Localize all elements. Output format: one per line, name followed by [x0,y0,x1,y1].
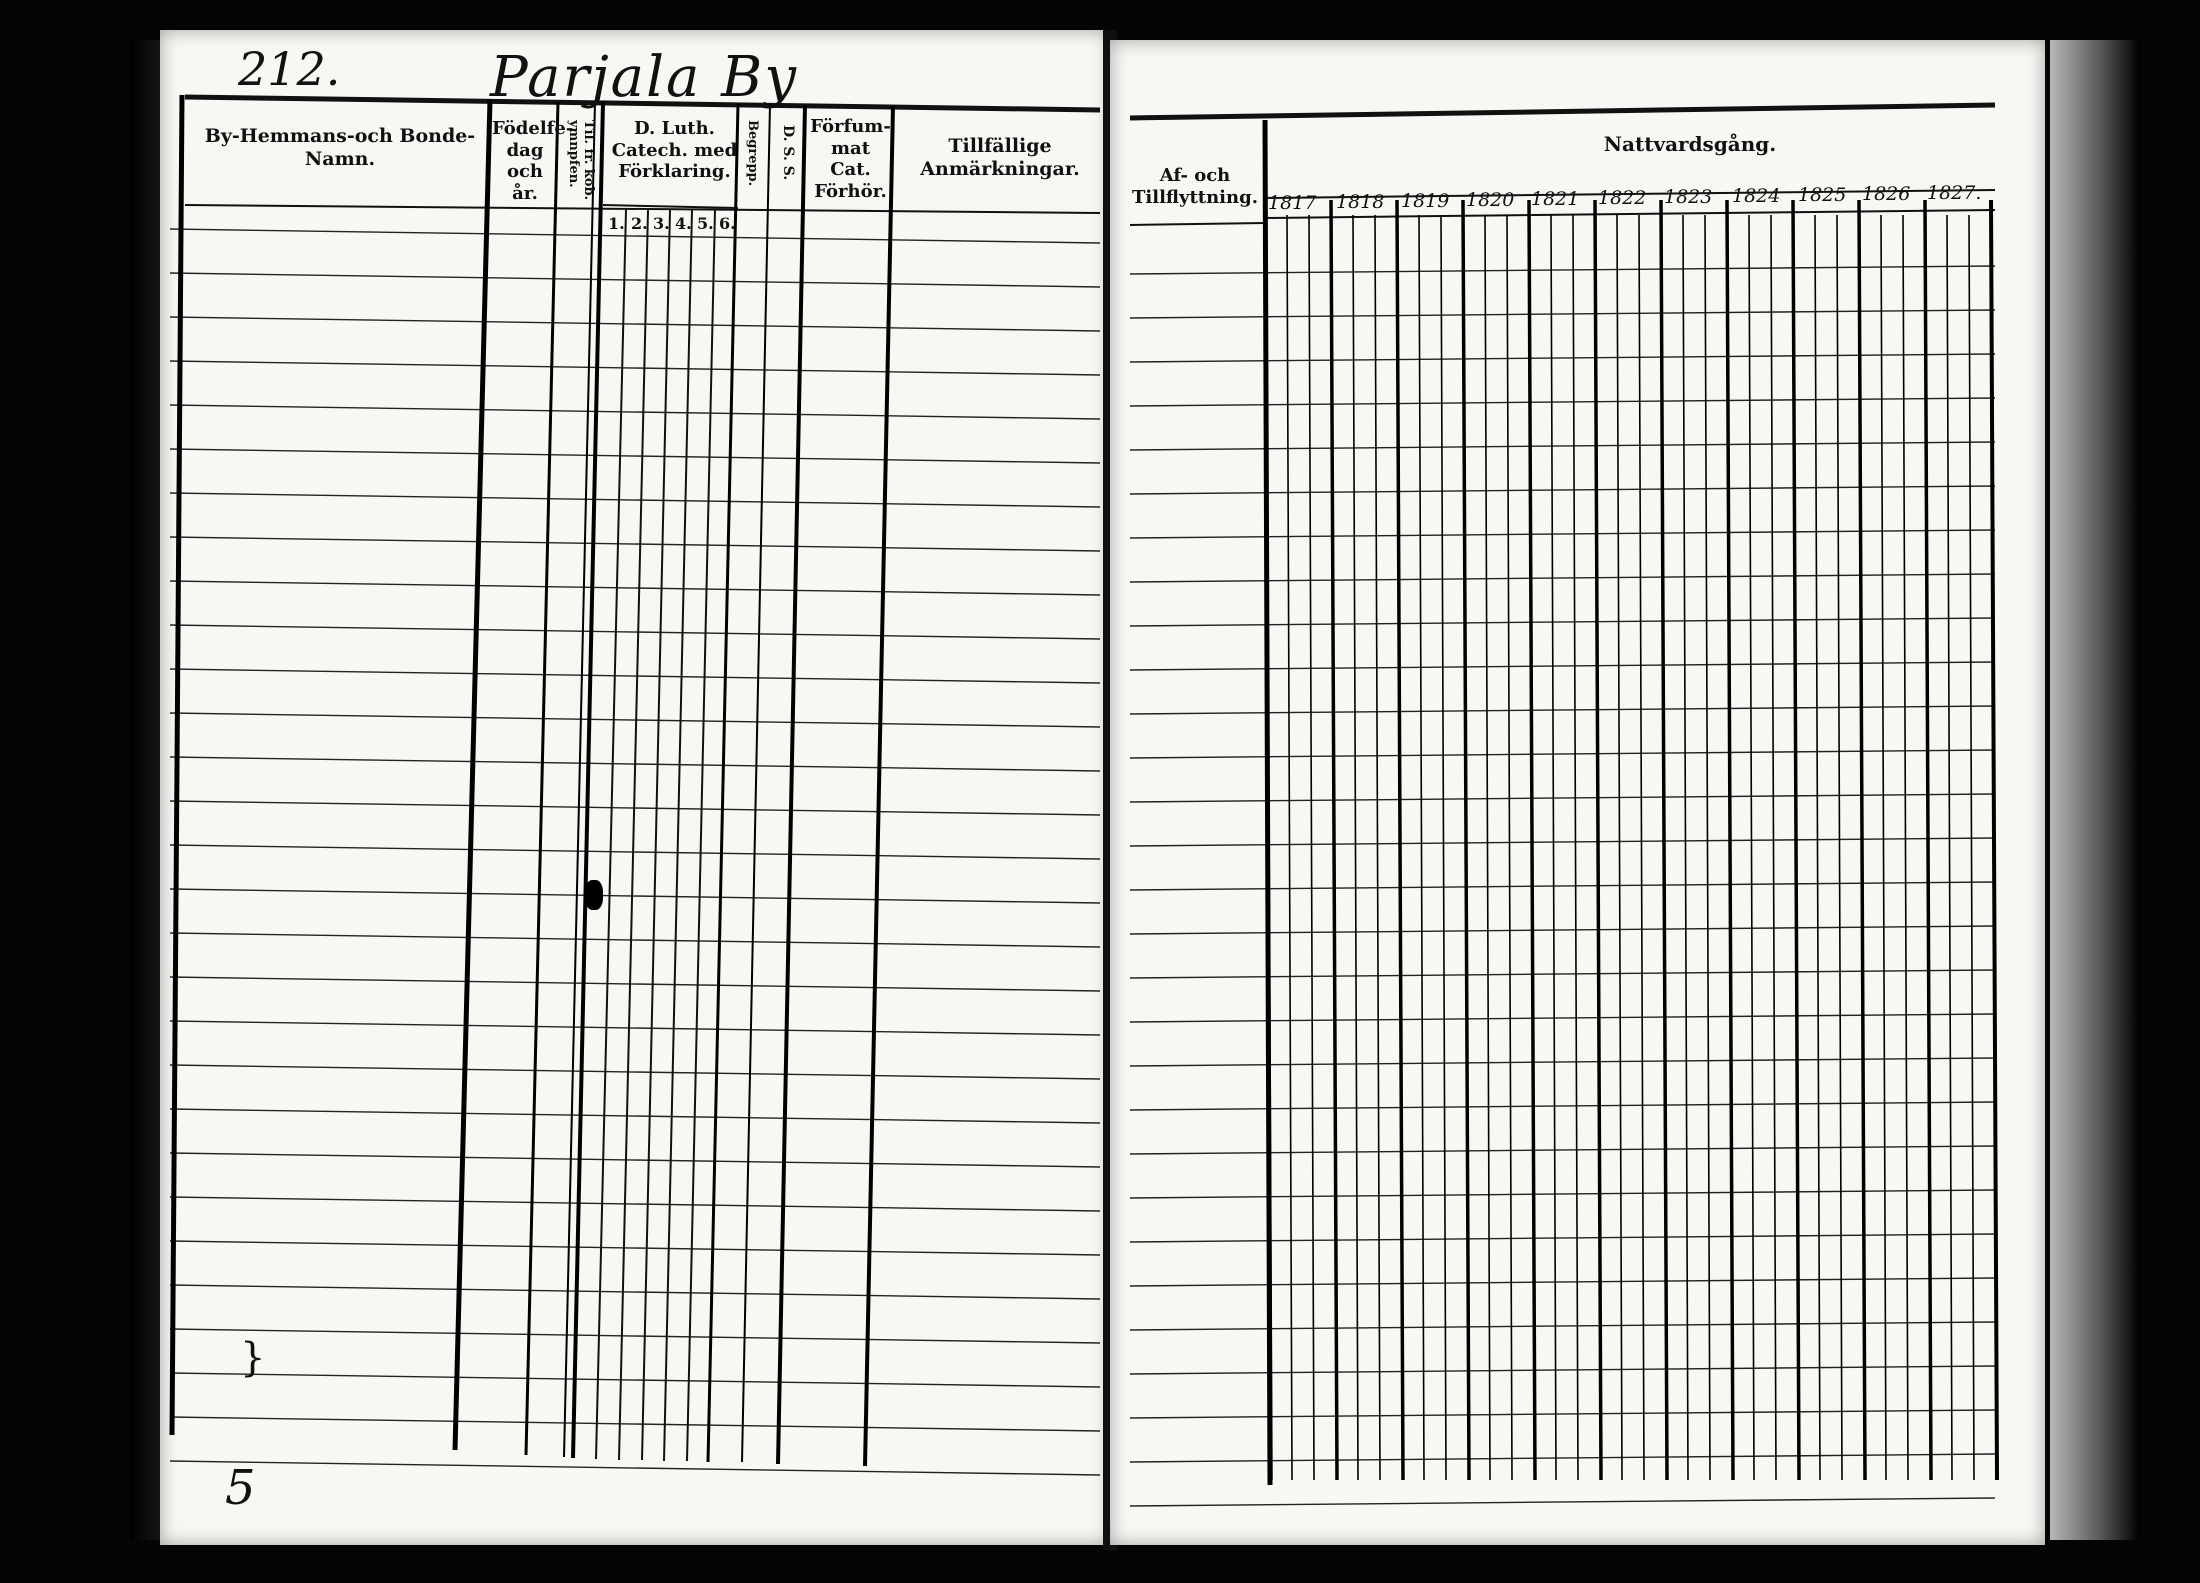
catechism-part-5: 5. [697,214,714,233]
book-edge-right [2050,40,2140,1540]
year-1826: 1826 [1862,183,1911,205]
year-1821: 1821 [1531,188,1580,210]
year-1819: 1819 [1401,190,1450,212]
catechism-part-4: 4. [675,214,692,233]
header-moving: Af- och Tillflyttning. [1132,165,1258,208]
catechism-part-2: 2. [631,214,648,233]
ink-blot [585,880,603,910]
header-concept: Begrepp. [745,120,760,187]
bracket-mark: } [240,1335,266,1381]
right-page [1110,40,2045,1545]
header-communion: Nattvardsgång. [1603,132,1777,156]
year-1820: 1820 [1466,189,1515,211]
catechism-part-3: 3. [653,214,670,233]
margin-note: 5 [225,1460,256,1516]
year-1827: 1827. [1927,182,1982,204]
header-ds: D. S. S. [780,125,796,181]
header-birth: Födelfe-dag och år. [492,118,574,204]
catechism-part-6: 6. [719,214,736,233]
year-1825: 1825 [1798,184,1847,206]
header-name: By-Hemmans-och Bonde-Namn. [204,125,476,170]
page-number: 212. [238,42,341,96]
left-page-rules [160,30,1110,1545]
village-name: Parjala By [490,45,798,110]
right-page-rules [1110,40,2045,1545]
header-catechism: D. Luth. Catech. med Förklaring. [611,118,738,183]
header-neglected: Förfum-mat Cat. Förhör. [810,116,891,202]
header-vaccination: Til. fr. kob. ymnpfen. [566,120,596,201]
header-remarks: Tillfällige Anmärkningar. [920,135,1080,180]
left-page [160,30,1110,1545]
year-1817: 1817 [1268,192,1317,214]
catechism-part-1: 1. [608,214,625,233]
year-1823: 1823 [1664,186,1713,208]
year-1818: 1818 [1336,191,1385,213]
year-1824: 1824 [1732,185,1781,207]
year-1822: 1822 [1598,187,1647,209]
